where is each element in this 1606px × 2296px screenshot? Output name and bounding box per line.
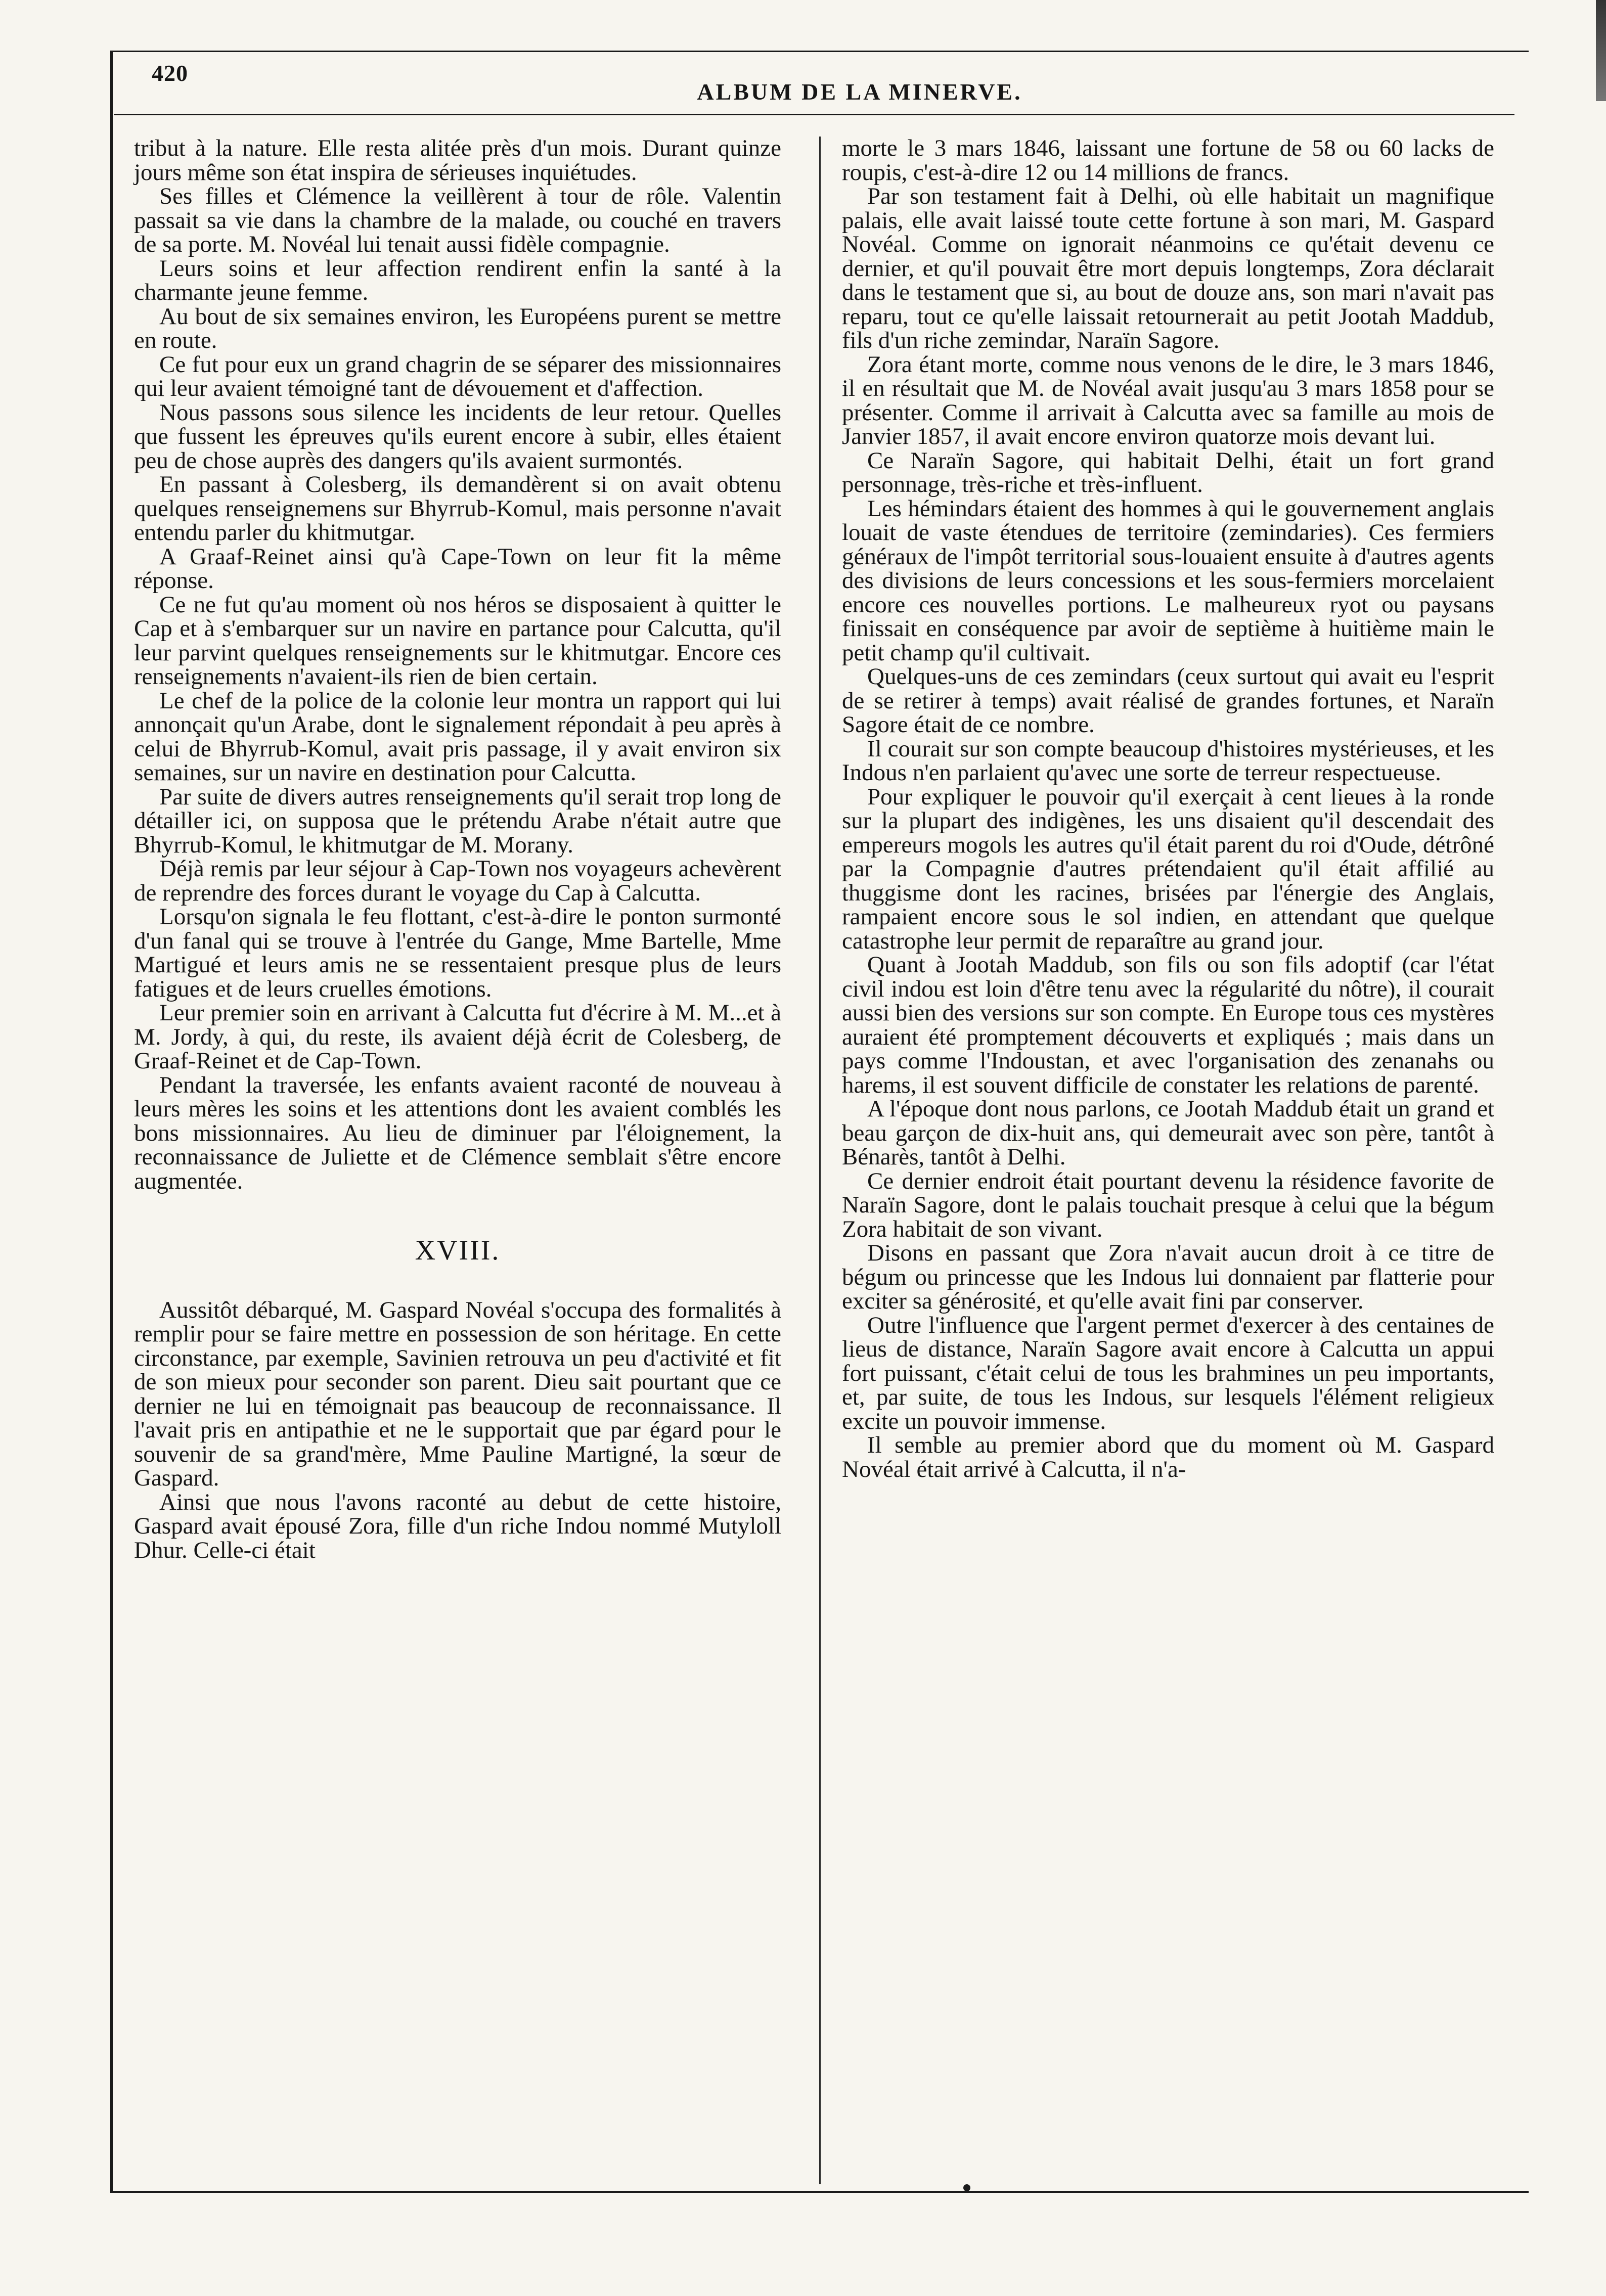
paragraph: Pour expliquer le pouvoir qu'il exerçait à cent lieues à la ronde sur la plupart des indigènes, les uns disaient qu'il descendait des empereurs mogols les autres qu'il était parent du roi d'Oude, détrôné par la Compagnie d'autres prétendaient qu'il était affilié au thuggisme dont les racines, brisées par l'énergie des Anglais, rampaient encore sous le sol indien, en attendant que quelque catastrophe leur permit de reparaître au grand jour. [842, 783, 1494, 954]
paragraph: Déjà remis par leur séjour à Cap-Town nos voyageurs achevèrent de reprendre des forces durant le voyage du Cap à Calcutta. [134, 856, 781, 906]
paragraph: Ainsi que nous l'avons raconté au debut de cette histoire, Gaspard avait épousé Zora, fille d'un riche Indou nommé Mutyloll Dhur. Celle-ci était [134, 1489, 781, 1563]
paragraph: morte le 3 mars 1846, laissant une fortune de 58 ou 60 lacks de roupis, c'est-à-dire 12 ou 14 millions de francs. [842, 135, 1494, 186]
paragraph: Ce ne fut qu'au moment où nos héros se disposaient à quitter le Cap et à s'embarquer sur un navire en partance pour Calcutta, qu'il leur parvint quelques renseignements sur le khitmutgar. Encore ces renseignements n'avaient-ils rien de bien certain. [134, 591, 781, 690]
paragraph: Les hémindars étaient des hommes à qui le gouvernement anglais louait de vaste étendues de territoire (zemindaries). Ces fermiers généraux de l'impôt territorial sous-louaient ensuite à d'autres agents des divisions de leurs concessions et les sous-fermiers morcelaient encore ces nouvelles portions. Le malheureux ryot ou paysans finissait en conséquence par avoir de septième à huitième main le petit champ qu'il cultivait. [842, 495, 1494, 666]
paragraph: Quelques-uns de ces zemindars (ceux surtout qui avait eu l'esprit de se retirer à temps) avait réalisé de grandes fortunes, et Naraïn Sagore était de ce nombre. [842, 663, 1494, 738]
paragraph: A Graaf-Reinet ainsi qu'à Cape-Town on leur fit la même réponse. [134, 543, 781, 594]
paragraph: Ses filles et Clémence la veillèrent à tour de rôle. Valentin passait sa vie dans la chambre de la malade, ou couché en travers de sa porte. M. Novéal lui tenait aussi fidèle compagnie. [134, 183, 781, 257]
paragraph: Ce Naraïn Sagore, qui habitait Delhi, était un fort grand personnage, très-riche et très-influent. [842, 447, 1494, 498]
paragraph: Lorsqu'on signala le feu flottant, c'est-à-dire le ponton surmonté d'un fanal qui se trouve à l'entrée du Gange, Mme Bartelle, Mme Martigué et leurs amis ne se ressentaient presque plus de leurs fatigues et de leurs cruelles émotions. [134, 904, 781, 1002]
paragraph: Ce fut pour eux un grand chagrin de se séparer des missionnaires qui leur avaient témoigné tant de dévouement et d'affection. [134, 351, 781, 401]
paragraph: Zora étant morte, comme nous venons de le dire, le 3 mars 1846, il en résultait que M. de Novéal avait jusqu'au 3 mars 1858 pour se présenter. Comme il arrivait à Calcutta avec sa famille au mois de Janvier 1857, il avait encore environ quatorze mois devant lui. [842, 351, 1494, 449]
column-divider [819, 137, 821, 2184]
header-rule [114, 114, 1514, 115]
scan-edge-mark [1596, 0, 1606, 101]
paragraph: En passant à Colesberg, ils demandèrent si on avait obtenu quelques renseignemens sur Bhyrrub-Komul, mais personne n'avait entendu parler du khitmutgar. [134, 471, 781, 546]
right-column [842, 137, 1494, 1481]
paragraph: Par son testament fait à Delhi, où elle habitait un magnifique palais, elle avait laissé toute cette fortune à son mari, M. Gaspard Novéal. Comme on ignorait néanmoins ce qu'était devenu ce dernier, et qu'il pouvait être mort depuis longtemps, Zora déclarait dans le testament que si, au bout de douze ans, son mari n'avait pas reparu, tout ce qu'elle laissait retournerait au petit Jootah Maddub, fils d'un riche zemindar, Naraïn Sagore. [842, 183, 1494, 353]
paragraph: Disons en passant que Zora n'avait aucun droit à ce titre de bégum ou princesse que les Indous lui donnaient par flatterie pour exciter sa générosité, et qu'elle avait fini par conserver. [842, 1240, 1494, 1314]
page-number: 420 [152, 60, 188, 86]
paragraph: Il courait sur son compte beaucoup d'histoires mystérieuses, et les Indous n'en parlaient qu'avec une sorte de terreur respectueuse. [842, 735, 1494, 786]
paragraph: Leurs soins et leur affection rendirent enfin la santé à la charmante jeune femme. [134, 255, 781, 305]
paragraph: Le chef de la police de la colonie leur montra un rapport qui lui annonçait qu'un Arabe, dont le signalement répondait à peu après à celui de Bhyrrub-Komul, avait pris passage, il y avait environ six semaines, sur un navire en destination pour Calcutta. [134, 687, 781, 786]
paragraph: Par suite de divers autres renseignements qu'il serait trop long de détailler ici, on supposa que le prétendu Arabe n'était autre que Bhyrrub-Komul, le khitmutgar de M. Morany. [134, 783, 781, 858]
paragraph: Ce dernier endroit était pourtant devenu la résidence favorite de Naraïn Sagore, dont le palais touchait presque à celui que la bégum Zora habitait de son vivant. [842, 1167, 1494, 1242]
paragraph: Au bout de six semaines environ, les Européens purent se mettre en route. [134, 303, 781, 353]
paragraph: Pendant la traversée, les enfants avaient raconté de nouveau à leurs mères les soins et les attentions dont les avaient comblés les bons missionnaires. Au lieu de diminuer par l'éloignement, la reconnaissance de Juliette et de Clémence semblait s'être encore augmentée. [134, 1071, 781, 1194]
section-heading: XVIII. [415, 1235, 501, 1266]
paragraph: Outre l'influence que l'argent permet d'exercer à des centaines de lieus de distance, Naraïn Sagore avait encore à Calcutta un appui fort puissant, c'était celui de tous les brahmines un peu importants, et, par suite, de tous les Indous, sur lesquels l'élément religieux excite un pouvoir immense. [842, 1312, 1494, 1434]
paragraph: Il semble au premier abord que du moment où M. Gaspard Novéal était arrivé à Calcutta, il n'a- [842, 1432, 1494, 1482]
bottom-dot-ornament [963, 2184, 970, 2191]
paragraph: Quant à Jootah Maddub, son fils ou son fils adoptif (car l'état civil indou est loin d'être tenu avec la régularité du nôtre), il courait aussi bien des versions sur son compte. En Europe tous ces mystères auraient été promptement découverts et expliqués ; mais dans un pays comme l'Indoustan, et avec l'organisation des zenanahs ou harems, il est souvent difficile de constater les relations de parenté. [842, 952, 1494, 1098]
paragraph: tribut à la nature. Elle resta alitée près d'un mois. Durant quinze jours même son état inspira de sérieuses inquiétudes. [134, 135, 781, 186]
paragraph: A l'époque dont nous parlons, ce Jootah Maddub était un grand et beau garçon de dix-huit ans, qui demeurait avec son père, tantôt à Bénarès, tantôt à Delhi. [842, 1096, 1494, 1170]
paragraph: Nous passons sous silence les incidents de leur retour. Quelles que fussent les épreuves qu'ils eurent encore à subir, elles étaient peu de chose auprès des dangers qu'ils avaient surmontés. [134, 399, 781, 474]
running-title: ALBUM DE LA MINERVE. [697, 79, 1022, 105]
paragraph: Leur premier soin en arrivant à Calcutta fut d'écrire à M. M...et à M. Jordy, à qui, du reste, ils avaient déjà écrit de Colesberg, de Graaf-Reinet et de Cap-Town. [134, 1000, 781, 1074]
paragraph: Aussitôt débarqué, M. Gaspard Novéal s'occupa des formalités à remplir pour se faire mettre en possession de son héritage. En cette circonstance, par exemple, Savinien retrouva un peu d'activité et fit de son mieux pour seconder son parent. Dieu sait pourtant que ce dernier ne lui en témoignait pas beaucoup de reconnaissance. Il l'avait pris en antipathie et ne le supportait que par égard pour le souvenir de sa grand'mère, Mme Pauline Martigné, la sœur de Gaspard. [134, 1296, 781, 1491]
left-column [134, 137, 781, 1562]
